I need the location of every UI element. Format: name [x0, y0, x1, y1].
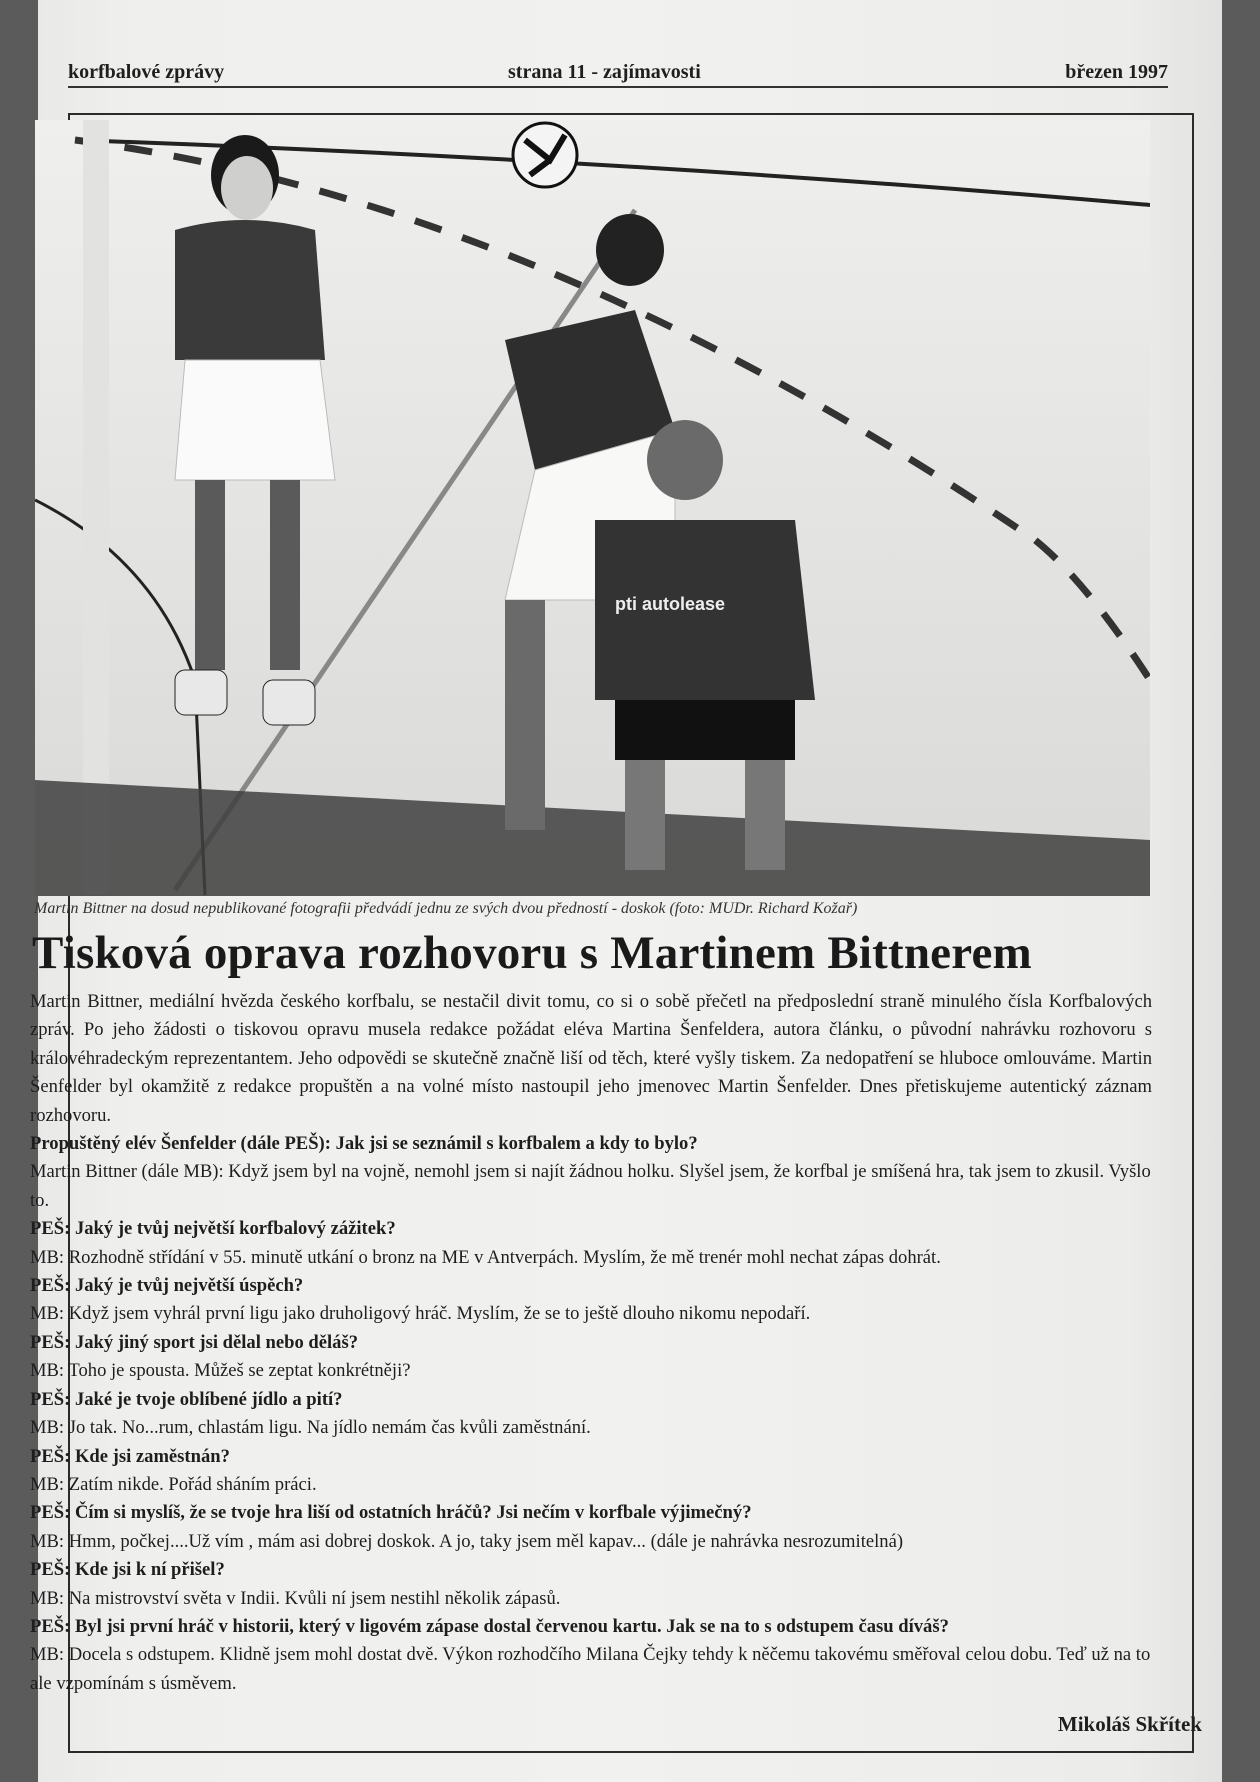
interview-question: Propuštěný elév Šenfelder (dále PEŠ): Jak jsi se seznámil s korfbalem a kdy to bylo? — [30, 1133, 698, 1155]
interview-answer: MB: Když jsem vyhrál první ligu jako druholigový hráč. Myslím, že se to ještě dlouho nikomu nepodaří. — [30, 1303, 811, 1325]
interview-question: PEŠ: Jaký jiný sport jsi dělal nebo děláš? — [30, 1331, 359, 1353]
interview-question: PEŠ: Kde jsi zaměstnán? — [30, 1445, 230, 1467]
interview-question: PEŠ: Kde jsi k ní přišel? — [30, 1559, 225, 1581]
interview-answer: MB: Rozhodně střídání v 55. minutě utkání o bronz na ME v Antverpách. Myslím, že mě trenér mohl nechat zápas dohrát. — [30, 1246, 941, 1268]
header-page-section: strana 11 - zajímavosti — [508, 61, 701, 83]
header-date: březen 1997 — [1065, 61, 1168, 83]
interview-answer: MB: Zatím nikde. Pořád sháním práci. — [30, 1473, 317, 1495]
interview-answer: MB: Hmm, počkej....Už vím , mám asi dobrej doskok. A jo, taky jsem měl kapav... (dále je nahrávka nesrozumitelná) — [30, 1530, 904, 1552]
interview-question: PEŠ: Jaký je tvůj největší úspěch? — [30, 1275, 304, 1297]
interview-question: PEŠ: Byl jsi první hráč v historii, který v ligovém zápase dostal červenou kartu. Jak se na to s odstupem času díváš? — [30, 1615, 949, 1637]
interview-answer: MB: Na mistrovství světa v Indii. Kvůli ní jsem nestihl několik zápasů. — [30, 1587, 561, 1609]
interview-question: PEŠ: Jaký je tvůj největší korfbalový zážitek? — [30, 1218, 396, 1240]
interview-question: PEŠ: Jaké je tvoje oblíbené jídlo a pití? — [30, 1388, 343, 1410]
photo-caption: Martin Bittner na dosud nepublikované fotografii předvádí jednu ze svých dvou předností - doskok (foto: MUDr. Richard Kožař) — [34, 900, 858, 917]
interview-question: PEŠ: Čím si myslíš, že se tvoje hra liší od ostatních hráčů? Jsi nečím v korfbale výjimečný? — [30, 1502, 752, 1524]
interview-answer: Martin Bittner (dále MB): Když jsem byl na vojně, nemohl jsem si najít žádnou holku. Slyšel jsem, že korfbal je smíšená hra, tak jsem to zkusil. Vyšlo to. — [30, 1161, 1151, 1211]
page-header — [68, 58, 1168, 88]
header-publication: korfbalové zprávy — [68, 61, 225, 83]
interview-answer: MB: Jo tak. No...rum, chlastám ligu. Na jídlo nemám čas kvůli zaměstnání. — [30, 1417, 591, 1439]
shirt-sponsor-text: pti autolease — [615, 594, 726, 614]
article-intro: Martin Bittner, mediální hvězda českého korfbalu, se nestačil divit tomu, co si o sobě přečetl na předposlední straně minulého čísla Korfbalových zpráv. Po jeho žádosti o tiskovou opravu musela redakce požádat eléva Martina Šenfeldera, autora článku, o původní nahrávku rozhovoru s královéhradeckým reprezentantem. Jeho odpovědi se skutečně značně liší od těch, které vyšly tiskem. Za nedopatření se hluboce omlouváme. Martin Šenfelder byl okamžitě z redakce propuštěn a na volné místo nastoupil jeho jmenovec Martin Šenfelder. Dnes přetiskujeme autentický záznam rozhovoru. — [30, 991, 1152, 1126]
author-signature: Mikoláš Skřítek — [1057, 1712, 1202, 1736]
article-title: Tisková oprava rozhovoru s Martinem Bittnerem — [32, 927, 1032, 979]
article-photo — [35, 120, 1150, 896]
article-body — [30, 988, 1152, 1698]
interview-answer: MB: Docela s odstupem. Klidně jsem mohl dostat dvě. Výkon rozhodčího Milana Čejky tehdy k něčemu takovému směřoval celou dobu. Teď už na to ale vzpomínám s úsměvem. — [30, 1644, 1151, 1694]
interview-answer: MB: Toho je spousta. Můžeš se zeptat konkrétněji? — [30, 1360, 411, 1382]
